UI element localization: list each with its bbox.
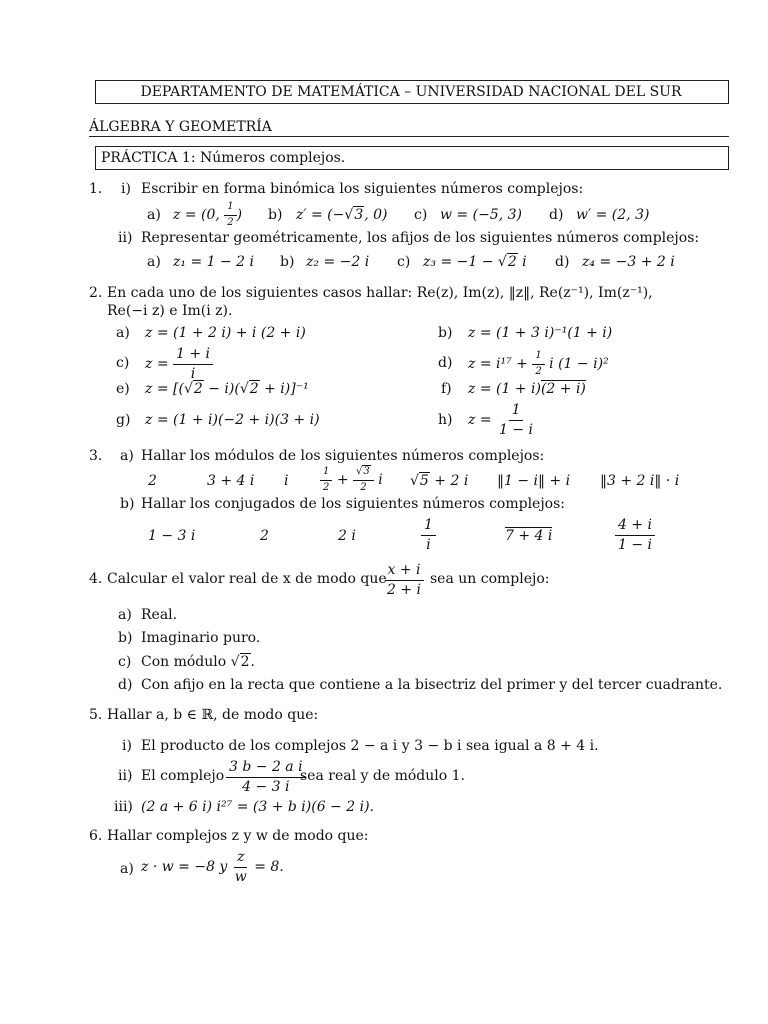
ex2-h-expr: z = $\frac{1}{1 - i}$: [468, 402, 534, 438]
ex1-i-b-label: b): [268, 207, 283, 223]
ex5-ii-fraction: $\frac{\text{3 b − 2 a i}}{4 - 3 i}$: [226, 760, 306, 794]
ex5-ii-text: El complejo: [141, 768, 225, 784]
practice-title: PRÁCTICA 1: Números complejos.: [101, 150, 346, 166]
ex3-b-item-4: $\frac{1}{i}$: [421, 518, 436, 552]
ex2-c-expr: z = $\frac{1 + i}{i}$: [145, 347, 213, 381]
ex1-ii-b-label: b): [280, 254, 295, 270]
exercise-1-number: 1.: [89, 181, 103, 197]
course-underline: [89, 136, 729, 137]
ex4-d-label: d): [118, 677, 133, 693]
ex1-i-d-label: d): [549, 207, 564, 223]
ex2-b-label: b): [438, 325, 453, 341]
ex3-a-item-5: √5 + 2 i: [410, 473, 469, 489]
ex4-c-label: c): [118, 654, 132, 670]
ex3-b-item-5: 7 + 4 i: [505, 528, 553, 544]
exercise-4-number: 4.: [89, 571, 103, 587]
ex1-ii-a-expr: z₁ = 1 − 2 i: [173, 254, 254, 270]
ex2-e-expr: z = [(√2 − i)(√2 + i)]⁻¹: [145, 381, 309, 397]
department-title: DEPARTAMENTO DE MATEMÁTICA – UNIVERSIDAD NACIONAL DEL SUR: [140, 84, 682, 100]
ex2-f-label: f): [441, 381, 452, 397]
ex1-i-c-expr: w = (−5, 3): [440, 207, 522, 223]
ex1-i-d-expr: w′ = (2, 3): [576, 207, 650, 223]
ex1-ii-b-expr: z₂ = −2 i: [306, 254, 370, 270]
ex4-a-label: a): [118, 607, 132, 623]
ex2-d-label: d): [438, 355, 453, 371]
ex3-a-item-7: ‖3 + 2 i‖ · i: [600, 473, 680, 489]
ex5-ii-text-end: sea real y de módulo 1.: [300, 768, 465, 784]
ex2-g-expr: z = (1 + i)(−2 + i)(3 + i): [145, 412, 320, 428]
ex3-a-item-1: 2: [148, 473, 157, 489]
ex3-b-item-3: 2 i: [338, 528, 356, 544]
ex2-c-label: c): [116, 355, 130, 371]
ex1-ii-c-label: c): [397, 254, 411, 270]
ex4-b-text: Imaginario puro.: [141, 630, 261, 646]
ex4-a-text: Real.: [141, 607, 178, 623]
ex3-b-item-2: 2: [260, 528, 269, 544]
exercise-4-text: Calcular el valor real de x de modo que: [107, 571, 387, 587]
ex5-i-label: i): [122, 738, 132, 754]
ex4-c-text: Con módulo √2.: [141, 654, 255, 670]
ex1-ii-d-expr: z₄ = −3 + 2 i: [582, 254, 675, 270]
exercise-1-ii-label: ii): [118, 230, 133, 246]
ex6-a-expr: z · w = −8 y $\frac{z}{w}$ = 8.: [141, 849, 284, 885]
exercise-6-number: 6.: [89, 828, 103, 844]
ex2-e-label: e): [116, 381, 130, 397]
ex6-a-label: a): [120, 861, 134, 877]
ex1-ii-a-label: a): [147, 254, 161, 270]
exercise-2-number: 2.: [89, 285, 103, 301]
ex2-a-label: a): [116, 325, 130, 341]
exercise-3-b-text: Hallar los conjugados de los siguientes números complejos:: [141, 496, 566, 512]
exercise-1-i-label: i): [121, 181, 131, 197]
ex3-a-item-2: 3 + 4 i: [207, 473, 255, 489]
ex2-f-expr: z = (1 + i)(2 + i): [468, 381, 586, 397]
ex1-i-a-label: a): [147, 207, 161, 223]
ex1-ii-c-expr: z₃ = −1 − √2 i: [423, 254, 527, 270]
ex3-b-item-1: 1 − 3 i: [148, 528, 196, 544]
exercise-3-a-text: Hallar los módulos de los siguientes números complejos:: [141, 448, 545, 464]
ex5-iii-expr: (2 a + 6 i) i²⁷ = (3 + b i)(6 − 2 i).: [141, 799, 374, 815]
exercise-3-number: 3.: [89, 448, 103, 464]
ex1-i-a-expr: z = (0, $\frac{1}{2}$ ): [173, 201, 243, 228]
course-title: ÁLGEBRA Y GEOMETRÍA: [89, 119, 272, 135]
exercise-1-ii-text: Representar geométricamente, los afijos de los siguientes números complejos:: [141, 230, 700, 246]
exercise-3-a-label: a): [120, 448, 134, 464]
exercise-2-text-line2: Re(−i z) e Im(i z).: [107, 303, 233, 319]
exercise-5-text: Hallar a, b ∈ ℝ, de modo que:: [107, 707, 319, 723]
ex1-i-c-label: c): [414, 207, 428, 223]
exercise-3-b-label: b): [120, 496, 135, 512]
exercise-6-text: Hallar complejos z y w de modo que:: [107, 828, 369, 844]
ex3-a-item-4: $\frac{1}{2}$ + $\frac{√3}{2}$ i: [320, 467, 383, 493]
exercise-5-number: 5.: [89, 707, 103, 723]
ex3-b-item-6: $\frac{4 + i}{1 - i}$: [615, 518, 655, 552]
ex2-d-expr: z = i¹⁷ + $\frac{1}{2}$ i (1 − i)²: [468, 350, 609, 377]
ex2-b-expr: z = (1 + 3 i)⁻¹(1 + i): [468, 325, 613, 341]
ex2-a-expr: z = (1 + 2 i) + i (2 + i): [145, 325, 306, 341]
ex5-iii-label: iii): [114, 799, 133, 815]
exercise-4-text-end: sea un complejo:: [430, 571, 550, 587]
ex2-h-label: h): [438, 412, 453, 428]
ex3-a-item-3: i: [284, 473, 289, 489]
exercise-4-fraction: $\frac{x + i}{2 + i}$: [384, 563, 424, 597]
ex5-ii-label: ii): [118, 768, 133, 784]
exercise-2-text-line1: En cada uno de los siguientes casos hallar: Re(z), Im(z), ‖z‖, Re(z⁻¹), Im(z⁻¹),: [107, 285, 653, 301]
ex4-d-text: Con afijo en la recta que contiene a la bisectriz del primer y del tercer cuadrante.: [141, 677, 723, 693]
ex5-i-text: El producto de los complejos 2 − a i y 3 − b i sea igual a 8 + 4 i.: [141, 738, 599, 754]
ex4-b-label: b): [118, 630, 133, 646]
ex2-g-label: g): [116, 412, 131, 428]
ex1-ii-d-label: d): [555, 254, 570, 270]
ex3-a-item-6: ‖1 − i‖ + i: [497, 473, 571, 489]
exercise-1-i-text: Escribir en forma binómica los siguientes números complejos:: [141, 181, 584, 197]
ex1-i-b-expr: z′ = (−√3, 0): [296, 207, 388, 223]
